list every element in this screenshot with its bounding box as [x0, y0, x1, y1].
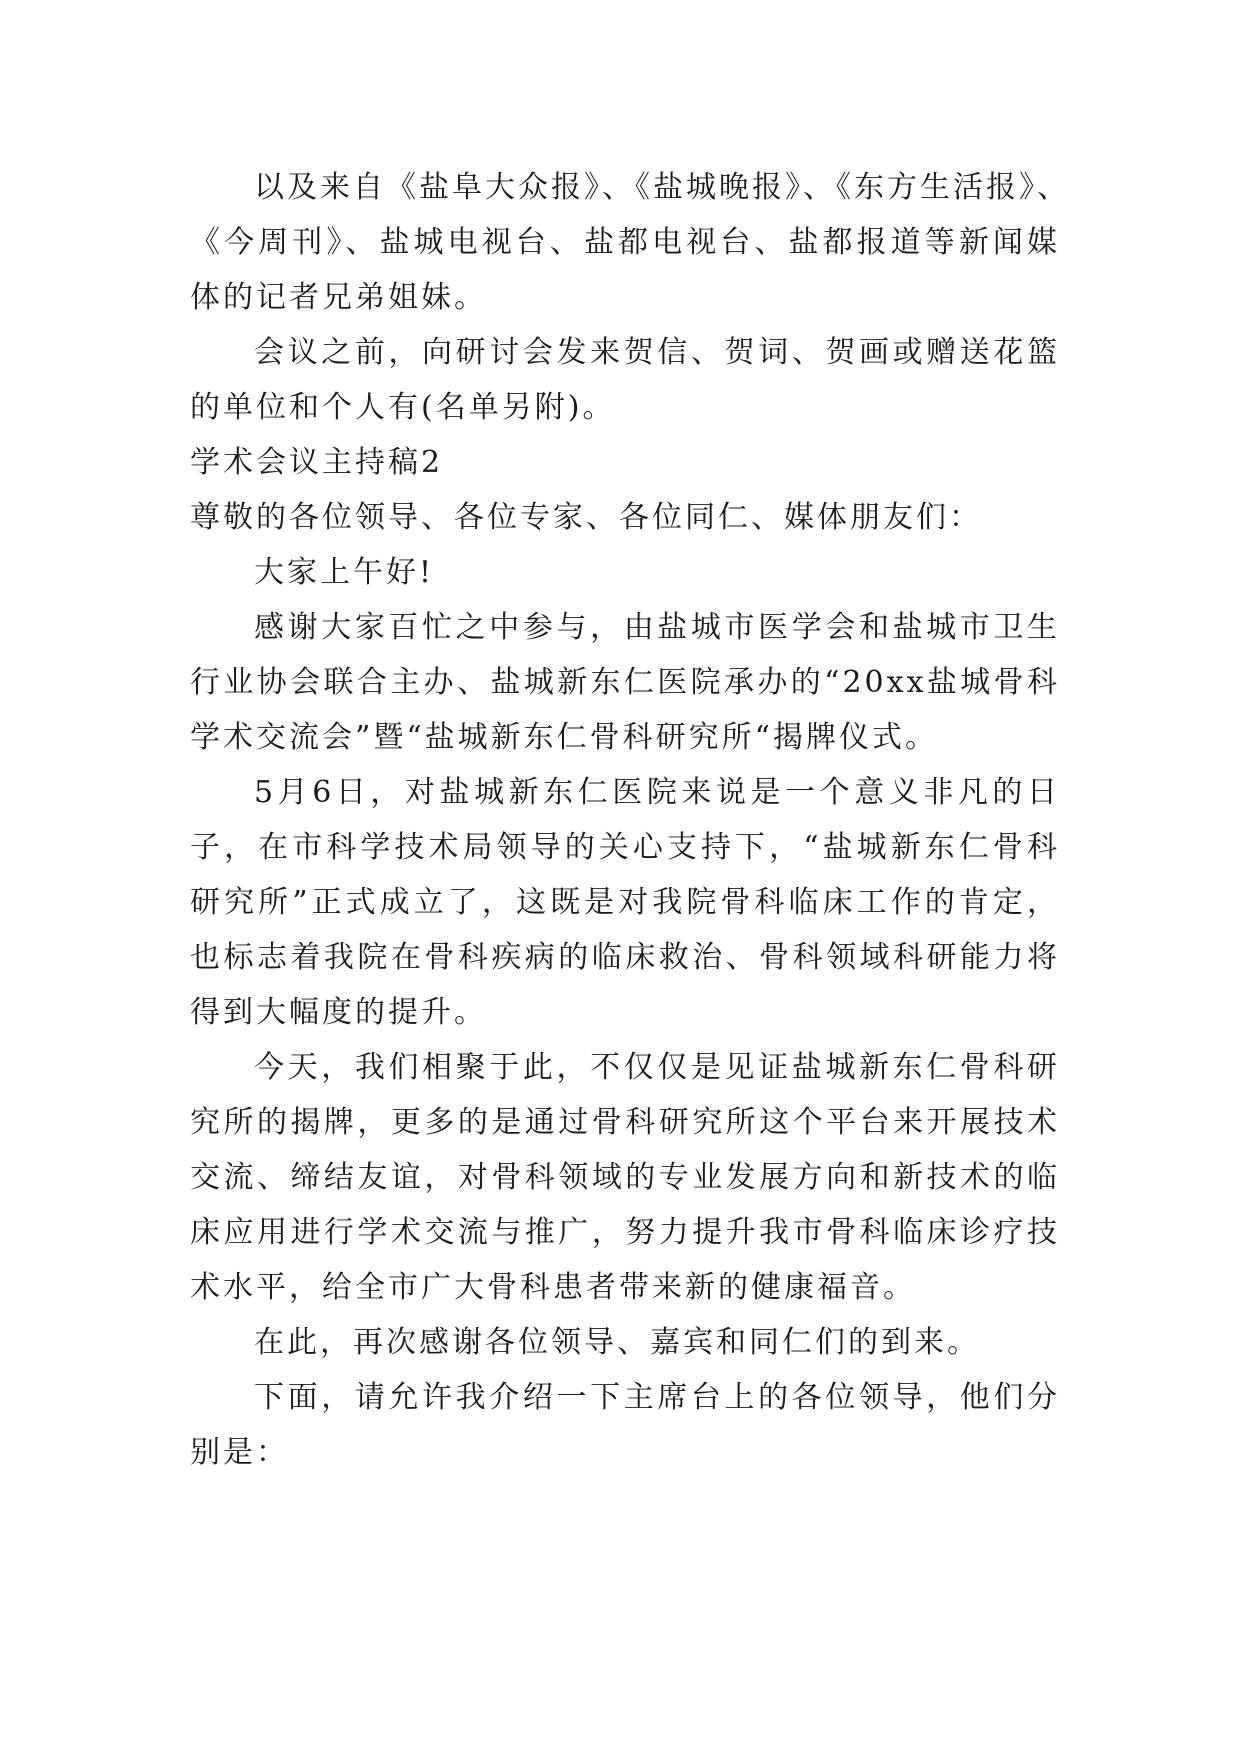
text-line: 术水平，给全市广大骨科患者带来新的健康福音。: [190, 1270, 916, 1305]
text-line: 得到大幅度的提升。: [190, 995, 487, 1030]
text-line: 5月6日，对盐城新东仁医院来说是一个意义非凡的日: [254, 775, 1060, 810]
document-body: [190, 160, 1070, 1480]
text-line: 《今周刊》、盐城电视台、盐都电视台、盐都报道等新闻媒: [190, 225, 1060, 260]
greeting: 大家上午好!: [254, 555, 435, 590]
text-line: 研究所”正式成立了，这既是对我院骨科临床工作的肯定，: [190, 885, 1060, 920]
text-line: 以及来自《盐阜大众报》、《盐城晚报》、《东方生活报》、: [254, 170, 1070, 205]
text-line: 子，在市科学技术局领导的关心支持下，“盐城新东仁骨科: [190, 830, 1060, 865]
text-line: 在此，再次感谢各位领导、嘉宾和同仁们的到来。: [254, 1325, 980, 1360]
text-line: 也标志着我院在骨科疾病的临床救治、骨科领域科研能力将: [190, 940, 1060, 975]
text-line: 究所的揭牌，更多的是通过骨科研究所这个平台来开展技术: [190, 1105, 1060, 1140]
text-line: 行业协会联合主办、盐城新东仁医院承办的“20xx盐城骨科: [190, 665, 1060, 700]
text-line: 交流、缔结友谊，对骨科领域的专业发展方向和新技术的临: [190, 1160, 1060, 1195]
text-line: 体的记者兄弟姐妹。: [190, 280, 487, 315]
text-line: 会议之前，向研讨会发来贺信、贺词、贺画或赠送花篮: [254, 335, 1060, 370]
salutation: 尊敬的各位领导、各位专家、各位同仁、媒体朋友们：: [190, 500, 982, 535]
text-line: 今天，我们相聚于此，不仅仅是见证盐城新东仁骨科研: [254, 1050, 1060, 1085]
section-heading: 学术会议主持稿2: [190, 445, 444, 480]
text-line: 床应用进行学术交流与推广，努力提升我市骨科临床诊疗技: [190, 1215, 1060, 1250]
text-line: 感谢大家百忙之中参与，由盐城市医学会和盐城市卫生: [254, 610, 1060, 645]
text-line: 学术交流会”暨“盐城新东仁骨科研究所“揭牌仪式。: [190, 720, 939, 755]
text-line: 的单位和个人有(名单另附)。: [190, 390, 616, 425]
text-line: 别是：: [190, 1435, 289, 1470]
text-line: 下面，请允许我介绍一下主席台上的各位领导，他们分: [254, 1380, 1060, 1415]
